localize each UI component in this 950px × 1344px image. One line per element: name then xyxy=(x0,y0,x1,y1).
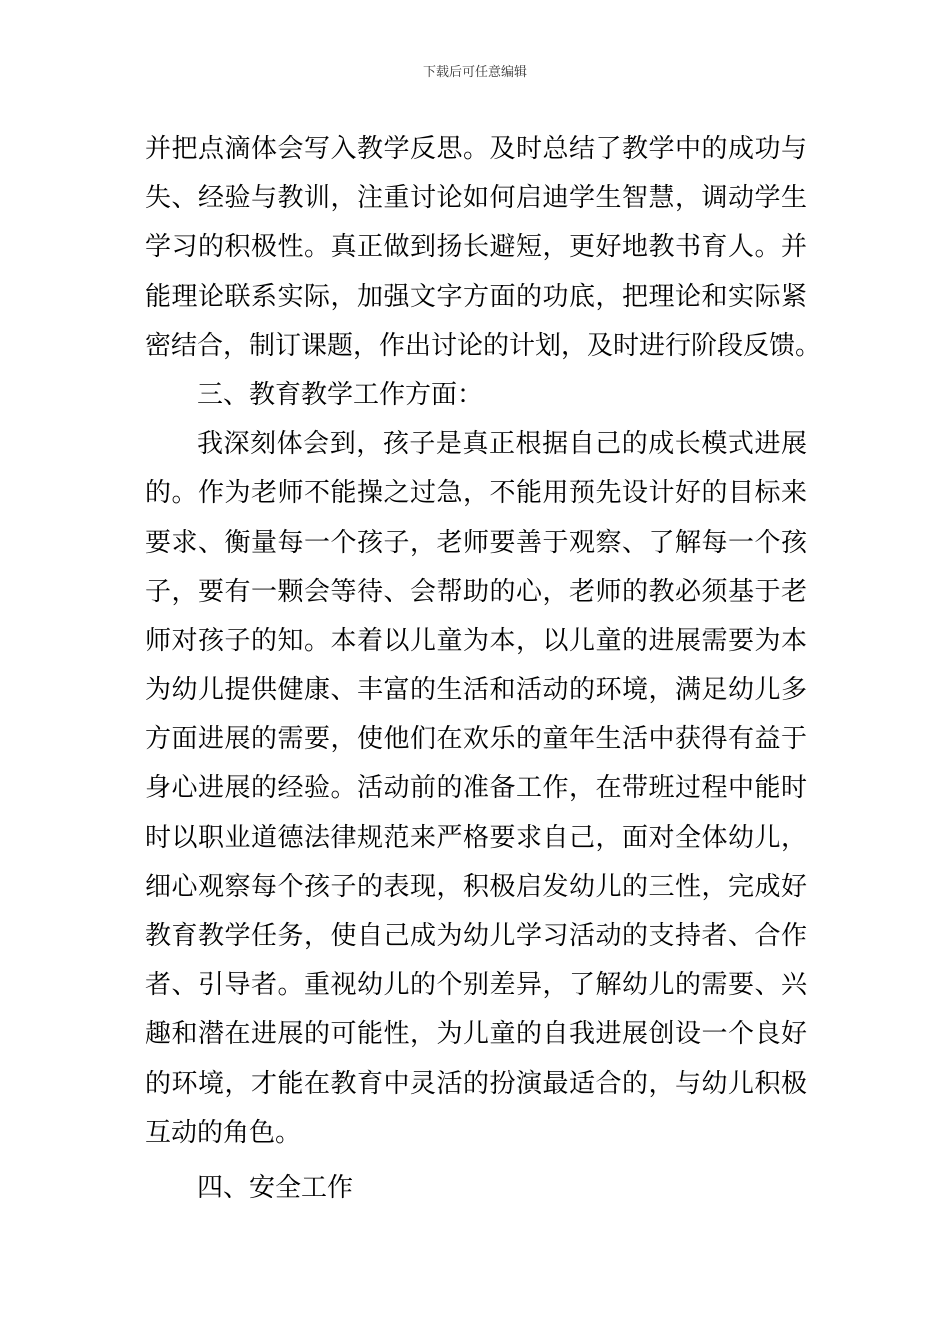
text-line: 我深刻体会到，孩子是真正根据自己的成长模式进展 xyxy=(197,429,807,460)
section-heading: 四、安全工作 xyxy=(197,1172,354,1203)
text-line: 身心进展的经验。活动前的准备工作，在带班过程中能时 xyxy=(145,773,807,804)
text-line: 学习的积极性。真正做到扬长避短，更好地教书育人。并 xyxy=(145,232,807,263)
text-line: 要求、衡量每一个孩子，老师要善于观察、了解每一个孩 xyxy=(145,527,807,558)
text-line: 能理论联系实际，加强文字方面的功底，把理论和实际紧 xyxy=(145,281,807,312)
page-header: 下载后可任意编辑 xyxy=(422,65,527,80)
text-line: 互动的角色。 xyxy=(145,1117,302,1148)
text-line: 子，要有一颗会等待、会帮助的心，老师的教必须基于老 xyxy=(145,576,807,607)
text-line: 并把点滴体会写入教学反思。及时总结了教学中的成功与 xyxy=(145,134,807,164)
text-line: 时以职业道德法律规范来严格要求自己，面对全体幼儿， xyxy=(145,822,807,853)
text-line: 密结合，制订课题，作出讨论的计划，及时进行阶段反馈。 xyxy=(145,330,822,361)
text-line: 的。作为老师不能操之过急，不能用预先设计好的目标来 xyxy=(145,478,807,509)
text-line: 失、经验与教训，注重讨论如何启迪学生智慧，调动学生 xyxy=(145,183,807,214)
text-line: 方面进展的需要，使他们在欢乐的童年生活中获得有益于 xyxy=(145,724,807,755)
text-line: 教育教学任务，使自己成为幼儿学习活动的支持者、合作 xyxy=(145,921,807,951)
text-line: 细心观察每个孩子的表现，积极启发幼儿的三性，完成好 xyxy=(145,871,807,902)
text-line: 为幼儿提供健康、丰富的生活和活动的环境，满足幼儿多 xyxy=(145,675,807,706)
document-body xyxy=(145,125,822,1213)
text-line: 趣和潜在进展的可能性，为儿童的自我进展创设一个良好 xyxy=(145,1019,807,1050)
text-line: 师对孩子的知。本着以儿童为本，以儿童的进展需要为本 xyxy=(145,625,807,656)
text-line: 者、引导者。重视幼儿的个别差异，了解幼儿的需要、兴 xyxy=(145,970,807,1001)
section-heading: 三、教育教学工作方面： xyxy=(197,379,484,410)
text-line: 的环境，才能在教育中灵活的扮演最适合的，与幼儿积极 xyxy=(145,1068,807,1099)
